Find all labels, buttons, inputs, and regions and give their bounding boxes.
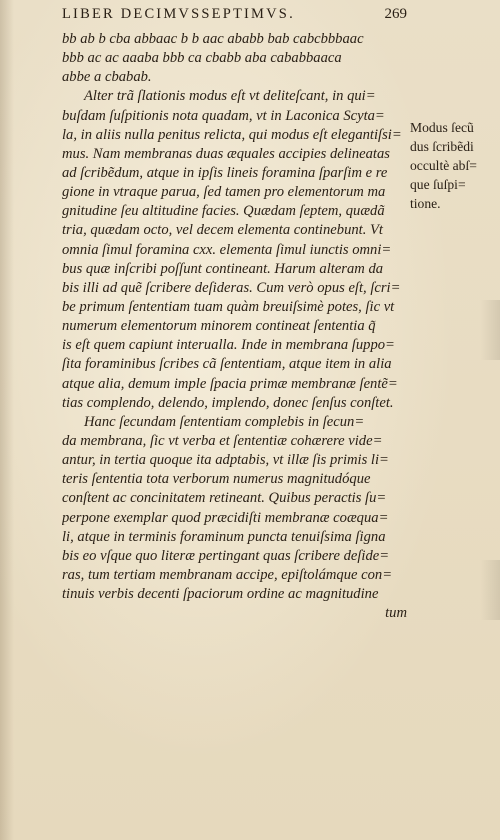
paragraph-start-line: Alter trã ſlationis modus eſt vt deliteſcant, in qui=	[84, 88, 376, 105]
marginal-note-line: dus ſcribẽdi	[410, 139, 474, 154]
paragraph-start-line: Hanc ſecundam ſententiam complebis in ſecun=	[84, 413, 365, 430]
text-line: conſtent ac concinitatem retineant. Quibus peractis ſu=	[62, 490, 387, 507]
text-line: omnia ſimul foramina cxx. elementa ſimul iunctis omni=	[62, 241, 392, 258]
text-line: be primum ſententiam tuam quàm breuiſsimè potes, ſic vt	[62, 298, 395, 315]
text-line: abbe a cbabab.	[62, 69, 152, 86]
text-line: numerum elementorum minorem contineat ſententia q̃	[62, 318, 376, 335]
text-line: teris ſententia tota verborum numerus magnitudóque	[62, 471, 371, 488]
text-line: ras, tum tertiam membranam accipe, epiſtolámque con=	[62, 566, 393, 583]
text-line: ſita foraminibus ſcribes cã ſententiam, atque item in alia	[62, 356, 392, 373]
text-line: li, atque in terminis foraminum puncta tenuiſsima ſigna	[62, 528, 386, 545]
text-line: bbb ac ac aaaba bbb ca cbabb aba cababbaaca	[62, 50, 342, 67]
text-line: gione in vtraque parua, ſed tamen pro elementorum ma	[62, 184, 386, 201]
running-title: LIBER DECIMVSSEPTIMVS.	[62, 6, 295, 22]
main-text-block	[62, 30, 407, 623]
text-line: buſdam ſuſpitionis nota quadam, vt in Laconica Scyta=	[62, 107, 385, 124]
text-line: bus quæ inſcribi poſſunt contineant. Harum alteram da	[62, 260, 384, 277]
text-line: bis illi ad quẽ ſcribere deſideras. Cum verò opus eſt, ſcri=	[62, 279, 401, 296]
show-through-shadow	[480, 560, 500, 620]
marginal-note-line: tione.	[410, 196, 441, 211]
page-number: 269	[384, 6, 407, 22]
text-line: mus. Nam membranas duas æquales accipies delineatas	[62, 145, 390, 162]
marginal-note	[410, 118, 496, 213]
marginal-note-line: occultè abſ=	[410, 158, 477, 173]
text-line: bb ab b cba abbaac b b aac ababb bab cabcbbbaac	[62, 31, 364, 47]
marginal-note-line: que ſuſpi=	[410, 177, 466, 192]
text-line: tria, quædam octo, vel decem elementa continebunt. Vt	[62, 222, 383, 239]
gutter-shadow	[0, 0, 14, 840]
text-line: antur, in tertia quoque ita adptabis, vt illæ ſis primis li=	[62, 452, 389, 469]
text-line: tinuis verbis decenti ſpaciorum ordine ac magnitudine	[62, 586, 379, 603]
text-line: is eſt quem capiunt interualla. Inde in membrana ſuppo=	[62, 337, 395, 354]
marginal-note-line: Modus ſecũ	[410, 120, 474, 135]
catchword: tum	[385, 605, 407, 622]
text-line: da membrana, ſic vt verba et ſententiæ cohærere vide=	[62, 432, 383, 449]
text-line: atque alia, demum imple ſpacia primæ membranæ ſentẽ=	[62, 375, 398, 392]
text-line: ad ſcribẽdum, atque in ipſis lineis foramina ſparſim e re	[62, 164, 388, 181]
text-line: gnitudine ſeu altitudine facies. Quædam ſeptem, quædã	[62, 203, 385, 220]
running-head	[62, 6, 407, 24]
text-line: tias complendo, delendo, implendo, donec ſenſus conſtet.	[62, 394, 394, 411]
text-line: perpone exemplar quod præcidiſti membranæ coæqua=	[62, 509, 389, 526]
show-through-shadow	[480, 300, 500, 360]
text-line: bis eo vſque quo literæ pertingant quas ſcribere deſide=	[62, 547, 390, 564]
text-line: la, in aliis nulla penitus relicta, qui modus eſt elegantiſsi=	[62, 126, 402, 143]
